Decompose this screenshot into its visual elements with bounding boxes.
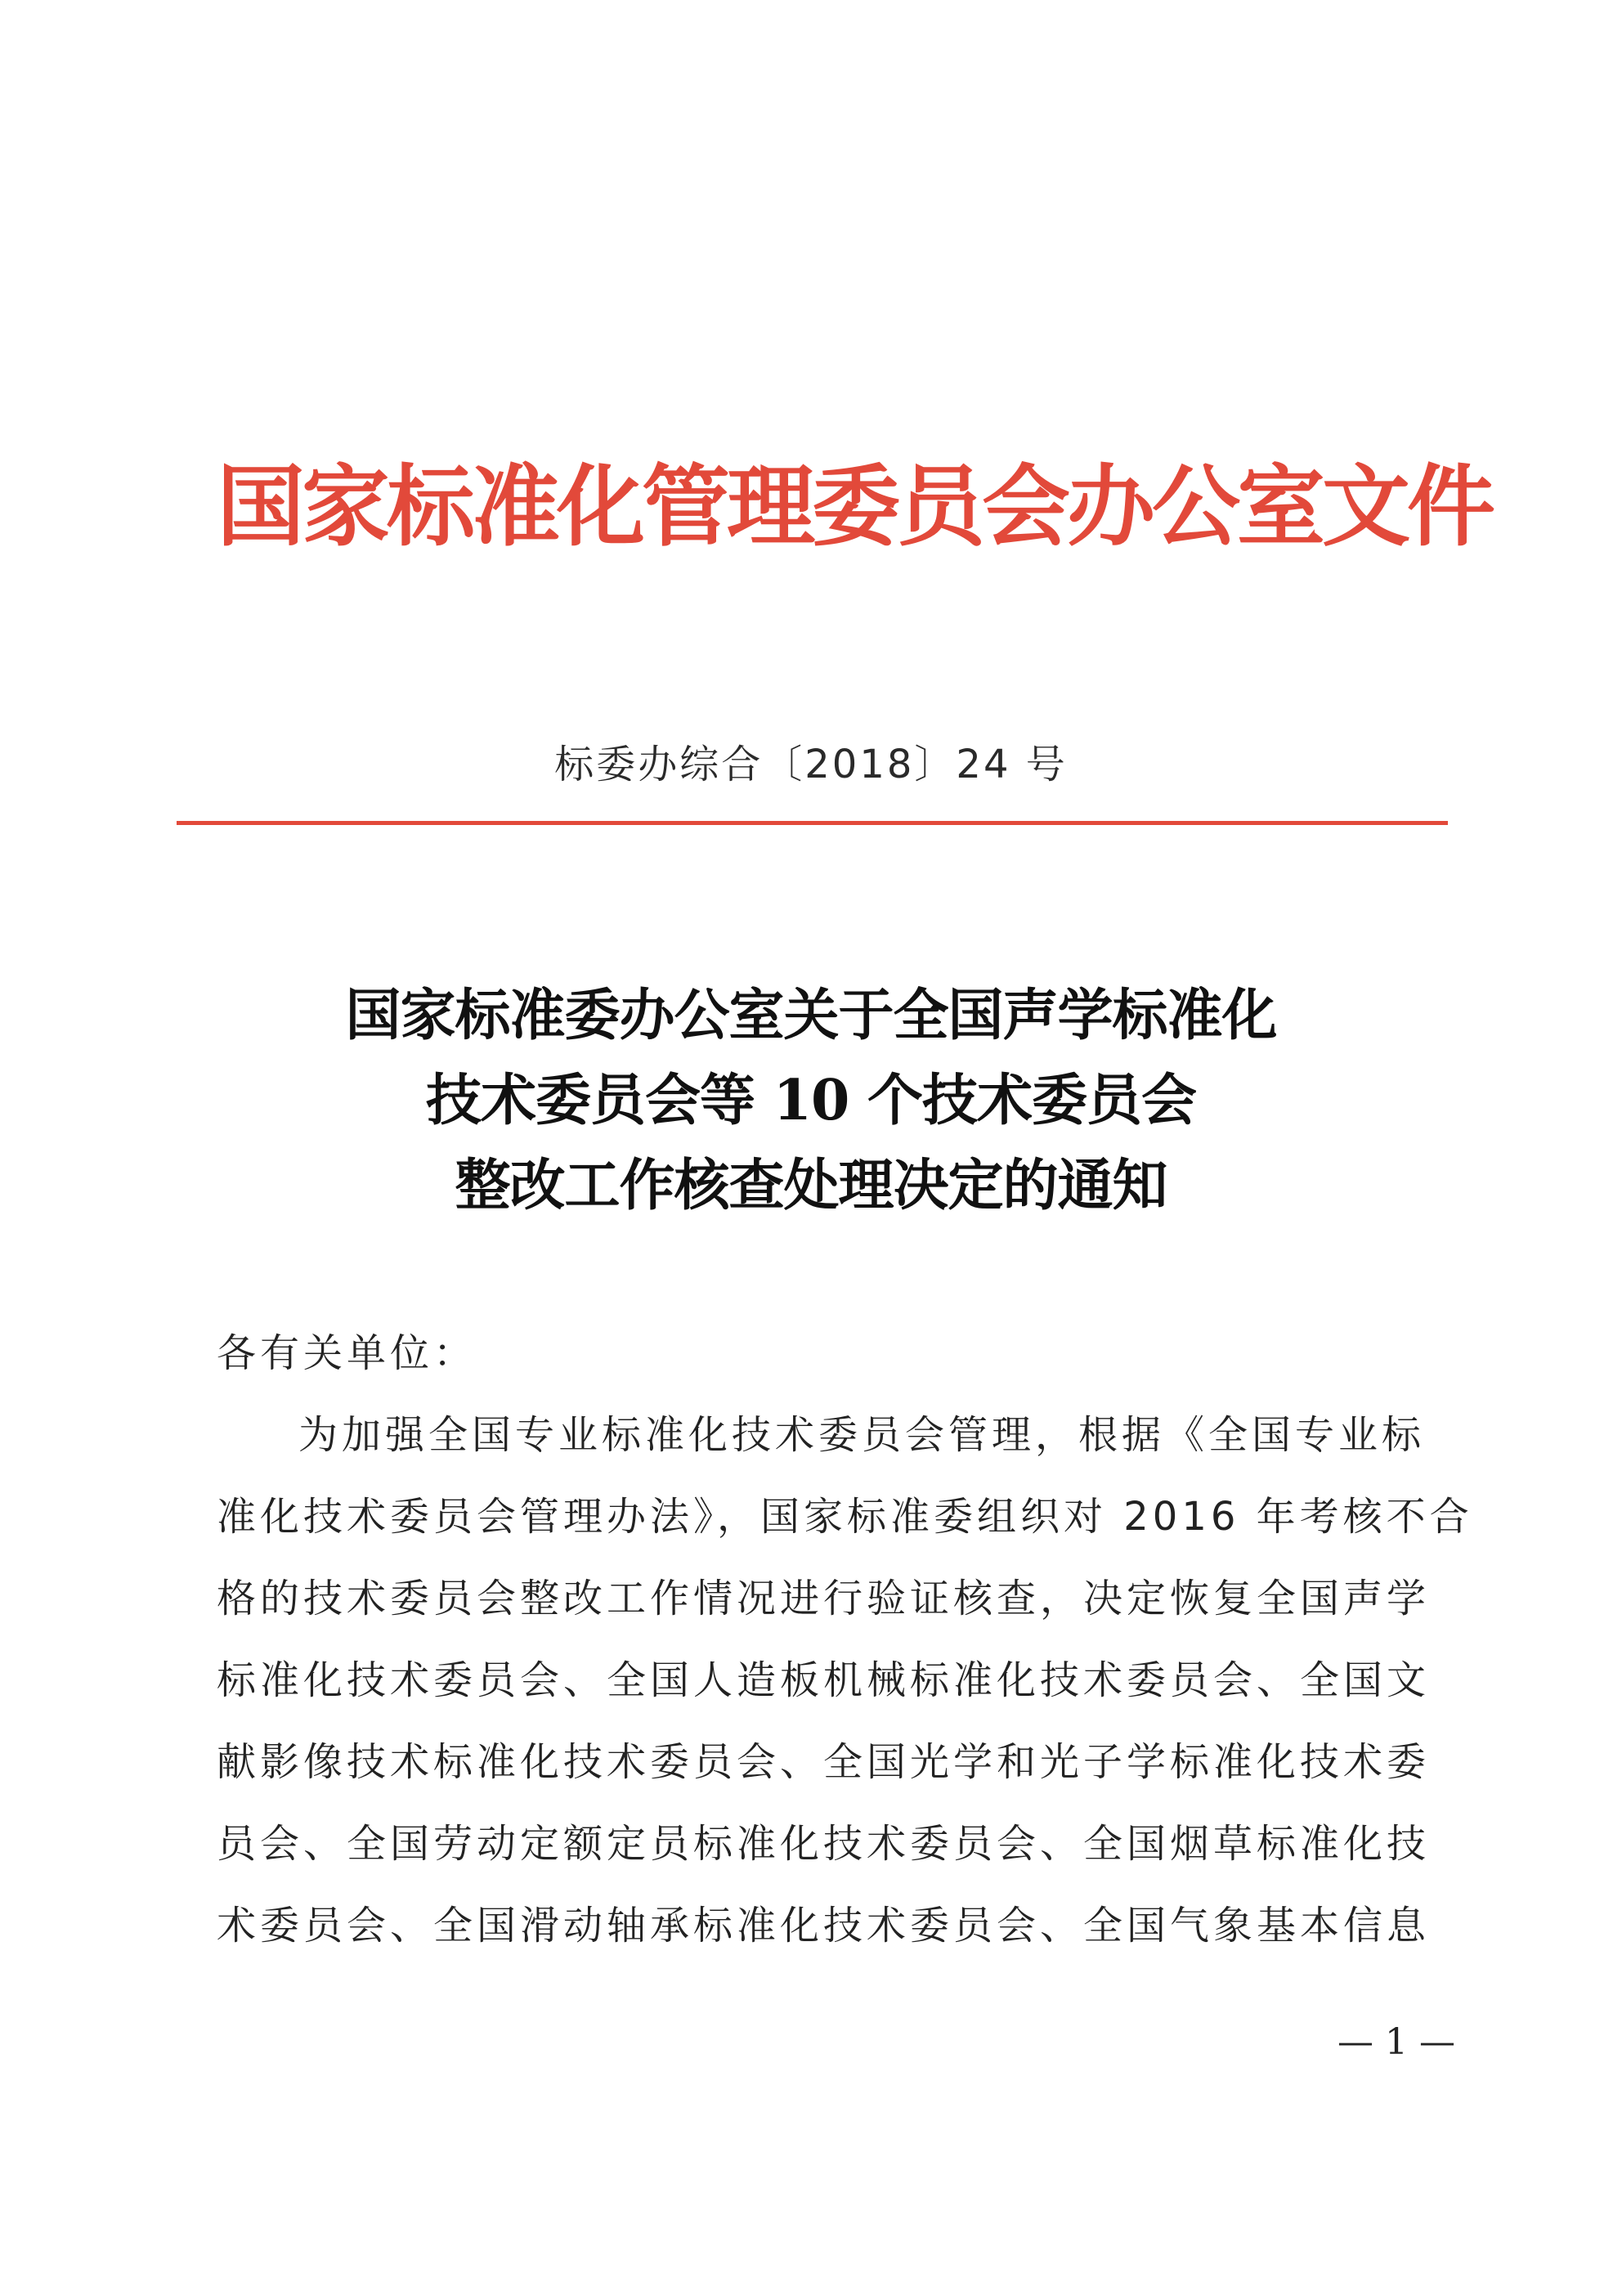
salutation: 各有关单位：	[217, 1330, 477, 1376]
notice-title-line-2: 技术委员会等 10 个技术委员会	[426, 1068, 1196, 1133]
red-divider-line	[177, 821, 1448, 825]
notice-title-line-3: 整改工作核查处理决定的通知	[455, 1153, 1167, 1218]
body-line-4: 标准化技术委员会、全国人造板机械标准化技术委员会、全国文	[217, 1657, 1431, 1703]
body-line-1: 为加强全国专业标准化技术委员会管理，根据《全国专业标	[298, 1412, 1426, 1458]
body-line-5: 献影像技术标准化技术委员会、全国光学和光子学标准化技术委	[217, 1739, 1431, 1785]
masthead-title: 国家标准化管理委员会办公室文件	[217, 455, 1493, 558]
page-number: — 1 —	[1337, 2021, 1455, 2063]
document-number: 标委办综合〔2018〕24 号	[554, 742, 1068, 787]
body-line-6: 员会、全国劳动定额定员标准化技术委员会、全国烟草标准化技	[217, 1821, 1431, 1867]
body-line-7: 术委员会、全国滑动轴承标准化技术委员会、全国气象基本信息	[217, 1903, 1431, 1948]
body-line-2: 准化技术委员会管理办法》，国家标准委组织对 2016 年考核不合	[217, 1494, 1473, 1540]
notice-title	[0, 973, 1622, 1228]
notice-body	[217, 1312, 1473, 1966]
notice-title-line-1: 国家标准委办公室关于全国声学标准化	[345, 983, 1277, 1048]
body-line-3: 格的技术委员会整改工作情况进行验证核查，决定恢复全国声学	[217, 1576, 1431, 1621]
